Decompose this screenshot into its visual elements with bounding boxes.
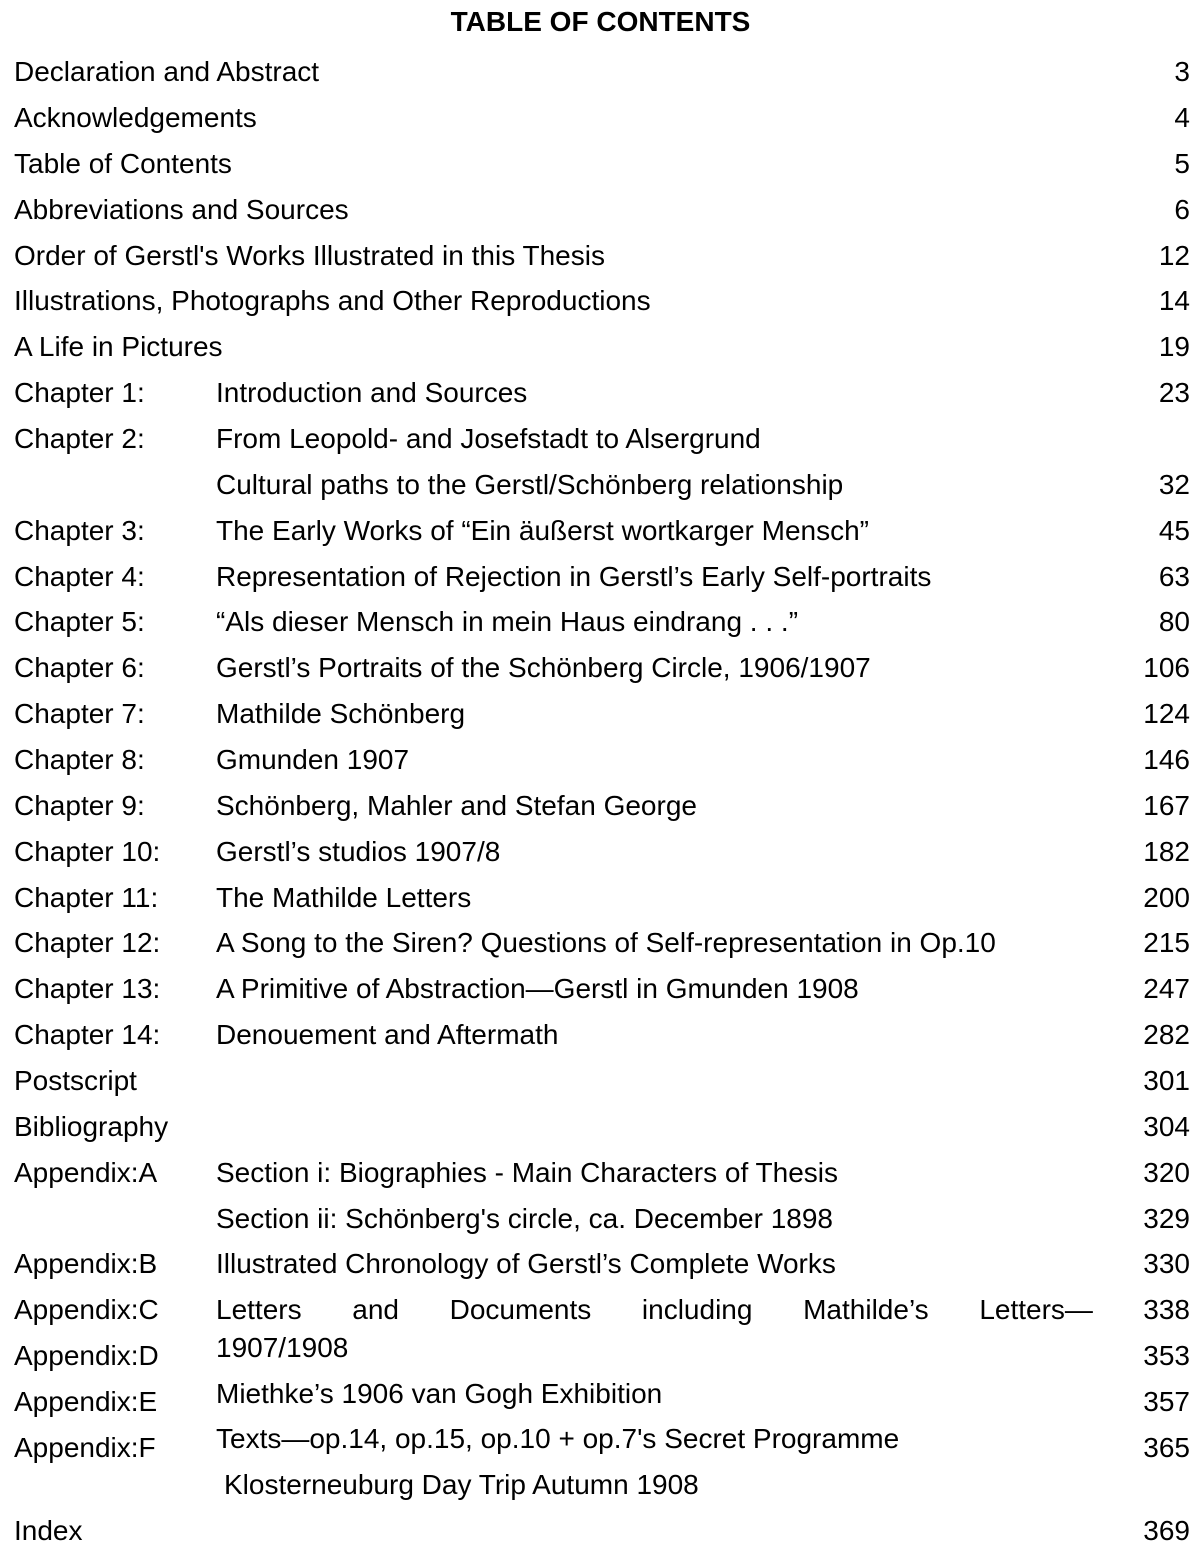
- appendix-label: Appendix:B: [14, 1248, 158, 1279]
- toc-page-number: 215: [1143, 927, 1190, 958]
- toc-label: Table of Contents: [14, 148, 232, 179]
- appendix-subtitle: Section ii: Schönberg's circle, ca. December 1898: [216, 1203, 833, 1234]
- chapter-label: Chapter 2:: [14, 423, 145, 454]
- title-word: including: [641, 1294, 753, 1325]
- appendix-title: Section i: Biographies - Main Characters of Thesis: [216, 1157, 838, 1188]
- toc-page-number: 4: [1174, 102, 1190, 133]
- toc-page-number: 357: [1143, 1386, 1190, 1417]
- chapter-title: Schönberg, Mahler and Stefan George: [216, 790, 697, 821]
- chapter-title: From Leopold- and Josefstadt to Alsergrund: [216, 423, 761, 454]
- toc-label: Abbreviations and Sources: [14, 194, 349, 225]
- chapter-label: Chapter 12:: [14, 927, 161, 958]
- chapter-title: Gerstl’s Portraits of the Schönberg Circle, 1906/1907: [216, 652, 871, 683]
- chapter-label: Chapter 9:: [14, 790, 145, 821]
- toc-label: Illustrations, Photographs and Other Reproductions: [14, 285, 651, 316]
- chapter-label: Chapter 8:: [14, 744, 145, 775]
- toc-page-number: 45: [1158, 515, 1190, 546]
- toc-page-number: 200: [1143, 882, 1190, 913]
- chapter-title: The Mathilde Letters: [216, 882, 472, 913]
- toc-page-number: 6: [1174, 194, 1190, 225]
- toc-page-number: 167: [1143, 790, 1190, 821]
- chapter-title: Representation of Rejection in Gerstl’s Early Self-portraits: [216, 561, 932, 592]
- chapter-label: Chapter 3:: [14, 515, 145, 546]
- appendix-title-continued: 1907/1908: [216, 1332, 349, 1363]
- chapter-label: Chapter 1:: [14, 377, 145, 408]
- chapter-title: The Early Works of “Ein äußerst wortkarger Mensch”: [216, 515, 870, 546]
- toc-page-number: 282: [1143, 1019, 1190, 1050]
- toc-label: Order of Gerstl's Works Illustrated in this Thesis: [14, 240, 605, 271]
- toc-page-number: 338: [1143, 1294, 1190, 1325]
- chapter-label: Chapter 14:: [14, 1019, 161, 1050]
- title-word: and: [352, 1294, 399, 1325]
- appendix-label: Appendix:D: [14, 1340, 159, 1371]
- chapter-label: Chapter 6:: [14, 652, 145, 683]
- toc-page-number: 182: [1143, 836, 1190, 867]
- toc-page-number: 320: [1143, 1157, 1190, 1188]
- toc-page-number: 146: [1143, 744, 1190, 775]
- title-word: Letters—: [979, 1294, 1093, 1325]
- chapter-title: Introduction and Sources: [216, 377, 528, 408]
- appendix-label: Appendix:A: [14, 1157, 158, 1188]
- toc-page-number: 19: [1158, 331, 1190, 362]
- chapter-title: A Primitive of Abstraction—Gerstl in Gmunden 1908: [216, 973, 859, 1004]
- toc-label: Declaration and Abstract: [14, 56, 320, 87]
- appendix-title-justified: [216, 1293, 1093, 1327]
- toc-page-number: 3: [1174, 56, 1190, 87]
- toc-page-number: 5: [1174, 148, 1190, 179]
- toc-page-number: 106: [1143, 652, 1190, 683]
- page-title: TABLE OF CONTENTS: [450, 6, 751, 37]
- chapter-label: Chapter 11:: [14, 882, 159, 913]
- toc-label: Acknowledgements: [14, 102, 257, 133]
- chapter-title: Gmunden 1907: [216, 744, 410, 775]
- toc-label: Index: [14, 1515, 83, 1546]
- appendix-label: Appendix:C: [14, 1294, 159, 1325]
- toc-page-number: 63: [1158, 561, 1190, 592]
- chapter-title: Gerstl’s studios 1907/8: [216, 836, 501, 867]
- toc-page-number: 353: [1143, 1340, 1190, 1371]
- title-word: Documents: [449, 1294, 592, 1325]
- toc-page-number: 330: [1143, 1248, 1190, 1279]
- chapter-label: Chapter 7:: [14, 698, 145, 729]
- toc-page-number: 23: [1158, 377, 1190, 408]
- title-word: Letters: [216, 1294, 302, 1325]
- chapter-title: Mathilde Schönberg: [216, 698, 466, 729]
- chapter-label: Chapter 10:: [14, 836, 161, 867]
- toc-page-number: 301: [1143, 1065, 1190, 1096]
- toc-page-number: 369: [1143, 1515, 1190, 1546]
- toc-label: A Life in Pictures: [14, 331, 223, 362]
- toc-label: Bibliography: [14, 1111, 169, 1142]
- toc-page-number: 14: [1158, 285, 1190, 316]
- toc-page-number: 365: [1143, 1432, 1190, 1463]
- appendix-label: Appendix:F: [14, 1432, 156, 1463]
- toc-page-number: 124: [1143, 698, 1190, 729]
- toc-page-number: 247: [1143, 973, 1190, 1004]
- appendix-subtitle: Klosterneuburg Day Trip Autumn 1908: [224, 1469, 699, 1500]
- toc-page-number: 304: [1143, 1111, 1190, 1142]
- chapter-label: Chapter 5:: [14, 606, 145, 637]
- appendix-label: Appendix:E: [14, 1386, 158, 1417]
- chapter-title: “Als dieser Mensch in mein Haus eindrang . . .”: [216, 606, 799, 637]
- toc-page-number: 32: [1158, 469, 1190, 500]
- appendix-title: Miethke’s 1906 van Gogh Exhibition: [216, 1378, 663, 1409]
- toc-page-number: 80: [1158, 606, 1190, 637]
- toc-label: Postscript: [14, 1065, 137, 1096]
- toc-page-number: 329: [1143, 1203, 1190, 1234]
- chapter-title: A Song to the Siren? Questions of Self-representation in Op.10: [216, 927, 996, 958]
- title-word: Mathilde’s: [803, 1294, 929, 1325]
- chapter-label: Chapter 13:: [14, 973, 161, 1004]
- chapter-label: Chapter 4:: [14, 561, 145, 592]
- chapter-title: Denouement and Aftermath: [216, 1019, 559, 1050]
- chapter-subtitle: Cultural paths to the Gerstl/Schönberg relationship: [216, 469, 844, 500]
- appendix-title: Illustrated Chronology of Gerstl’s Complete Works: [216, 1248, 836, 1279]
- appendix-title: Texts—op.14, op.15, op.10 + op.7's Secret Programme: [216, 1423, 900, 1454]
- toc-page-number: 12: [1158, 240, 1190, 271]
